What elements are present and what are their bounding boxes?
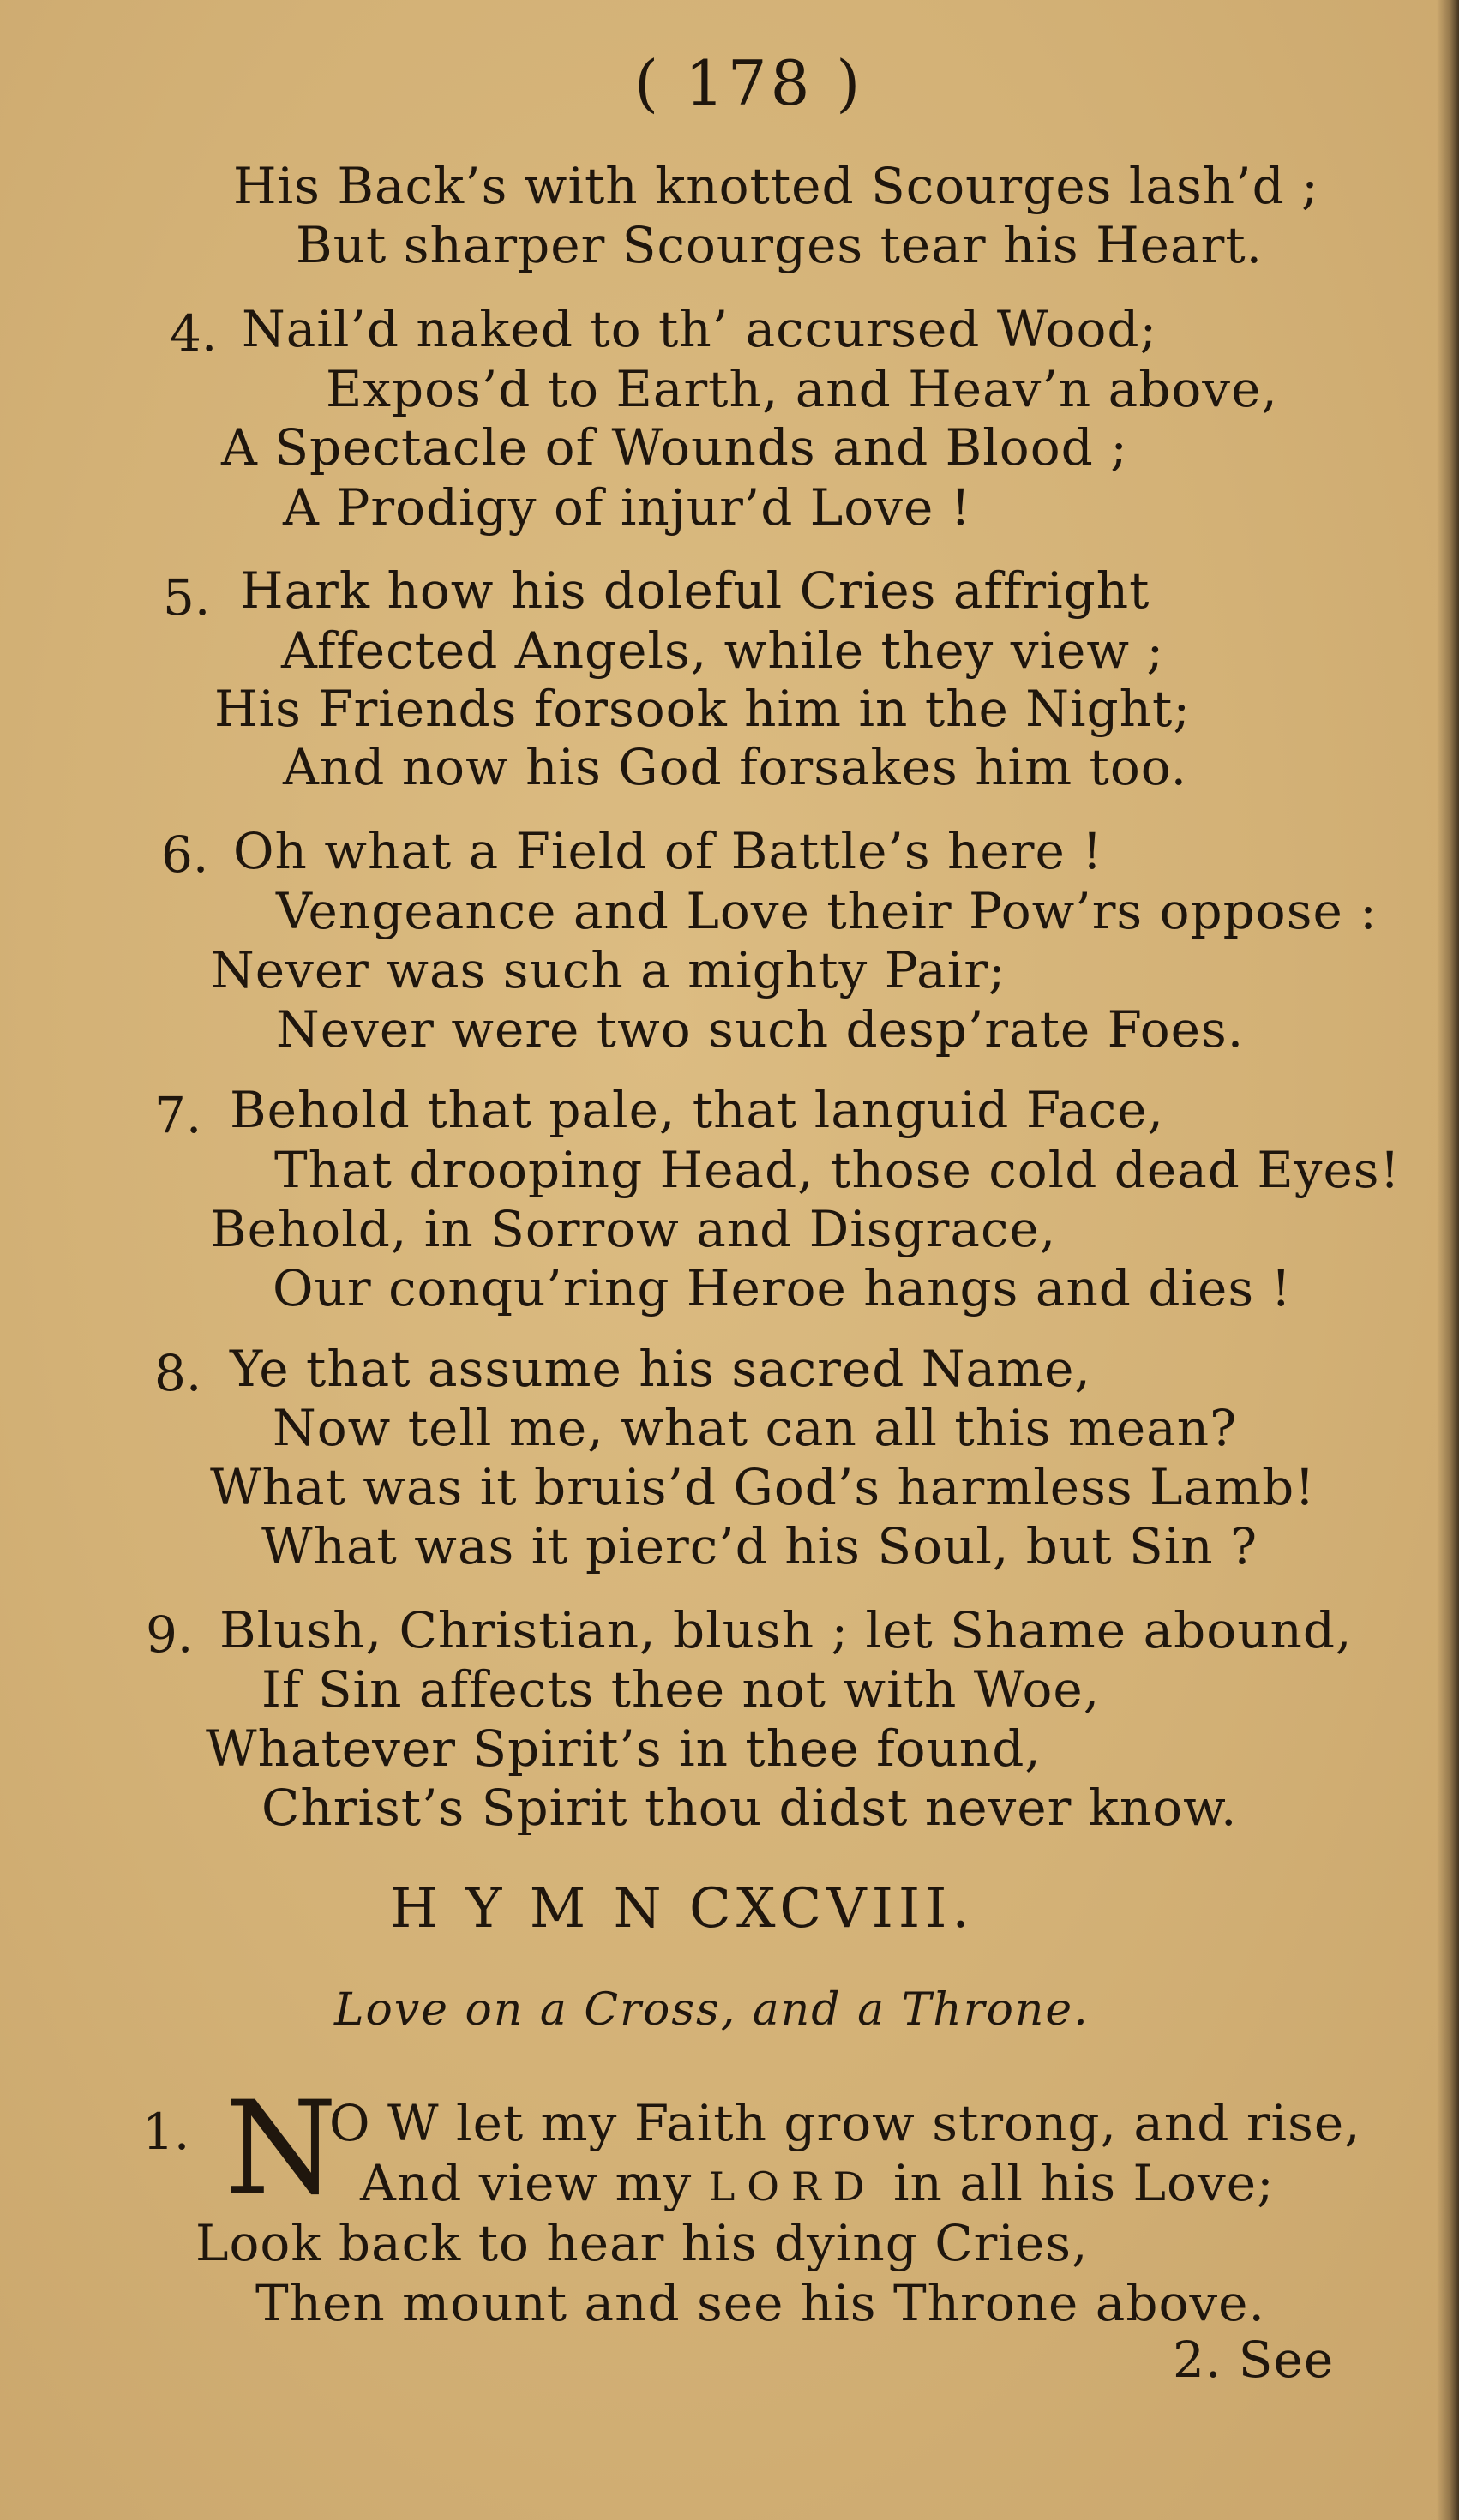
verse-line: Whatever Spirit’s in thee found, (206, 1719, 1042, 1778)
page-edge-shadow (1437, 0, 1459, 2520)
verse-line: That drooping Head, those cold dead Eyes! (274, 1141, 1401, 1199)
stanza-number: 4. (170, 304, 218, 363)
verse-line: Affected Angels, while they view ; (281, 621, 1164, 680)
verse-line: Look back to hear his dying Cries, (195, 2214, 1089, 2272)
verse-line: Blush, Christian, blush ; let Shame abound, (219, 1601, 1353, 1659)
verse-text: And view my (360, 2154, 709, 2212)
stanza-number: 1. (142, 2103, 190, 2161)
stanza-number: 9. (146, 1605, 194, 1664)
verse-line: What was it pierc’d his Soul, but Sin ? (261, 1517, 1258, 1575)
verse-line: But sharper Scourges tear his Heart. (296, 216, 1264, 274)
verse-line (360, 2154, 1275, 2212)
verse-line: Our conqu’ring Heroe hangs and dies ! (273, 1259, 1292, 1317)
verse-line: Now tell me, what can all this mean? (273, 1399, 1238, 1457)
drop-cap-letter: N (225, 2074, 338, 2223)
verse-line: Expos’d to Earth, and Heav’n above, (326, 360, 1278, 418)
verse-line: Then mount and see his Throne above. (255, 2274, 1265, 2332)
verse-line: Oh what a Field of Battle’s here ! (233, 822, 1103, 880)
verse-line: His Back’s with knotted Scourges lash’d ; (233, 157, 1319, 215)
verse-line: And now his God forsakes him too. (283, 738, 1188, 796)
verse-line: Nail’d naked to th’ accursed Wood; (242, 300, 1158, 358)
stanza-number: 7. (154, 1086, 202, 1144)
lord-smallcaps: LORD (708, 2163, 877, 2210)
verse-line: Never were two such desp’rate Foes. (276, 1000, 1245, 1059)
hymn-subtitle: Love on a Cross, and a Throne. (334, 1984, 1090, 2036)
verse-line: A Prodigy of injur’d Love ! (283, 478, 972, 537)
verse-line: What was it bruis’d God’s harmless Lamb! (210, 1458, 1316, 1516)
verse-line: Behold that pale, that languid Face, (230, 1081, 1164, 1139)
verse-line: Ye that assume his sacred Name, (230, 1340, 1091, 1398)
page-number: ( 178 ) (634, 47, 864, 119)
catchword: 2. See (1173, 2331, 1335, 2389)
verse-line: A Spectacle of Wounds and Blood ; (221, 418, 1128, 477)
verse-line: Vengeance and Love their Pow’rs oppose : (276, 882, 1378, 940)
stanza-number: 5. (163, 568, 211, 627)
hymn-title: H Y M N CXCVIII. (390, 1877, 975, 1941)
verse-text: in all his Love; (876, 2154, 1275, 2212)
verse-line: If Sin affects thee not with Woe, (261, 1660, 1101, 1719)
verse-line: His Friends forsook him in the Night; (214, 680, 1191, 738)
verse-line: O W let my Faith grow strong, and rise, (329, 2094, 1361, 2152)
verse-line: Behold, in Sorrow and Disgrace, (210, 1200, 1057, 1258)
verse-line: Never was such a mighty Pair; (211, 941, 1006, 999)
verse-line: Hark how his doleful Cries affright (240, 561, 1150, 620)
stanza-number: 6. (161, 825, 209, 884)
verse-line: Christ’s Spirit thou didst never know. (261, 1779, 1238, 1837)
stanza-number: 8. (154, 1344, 202, 1402)
